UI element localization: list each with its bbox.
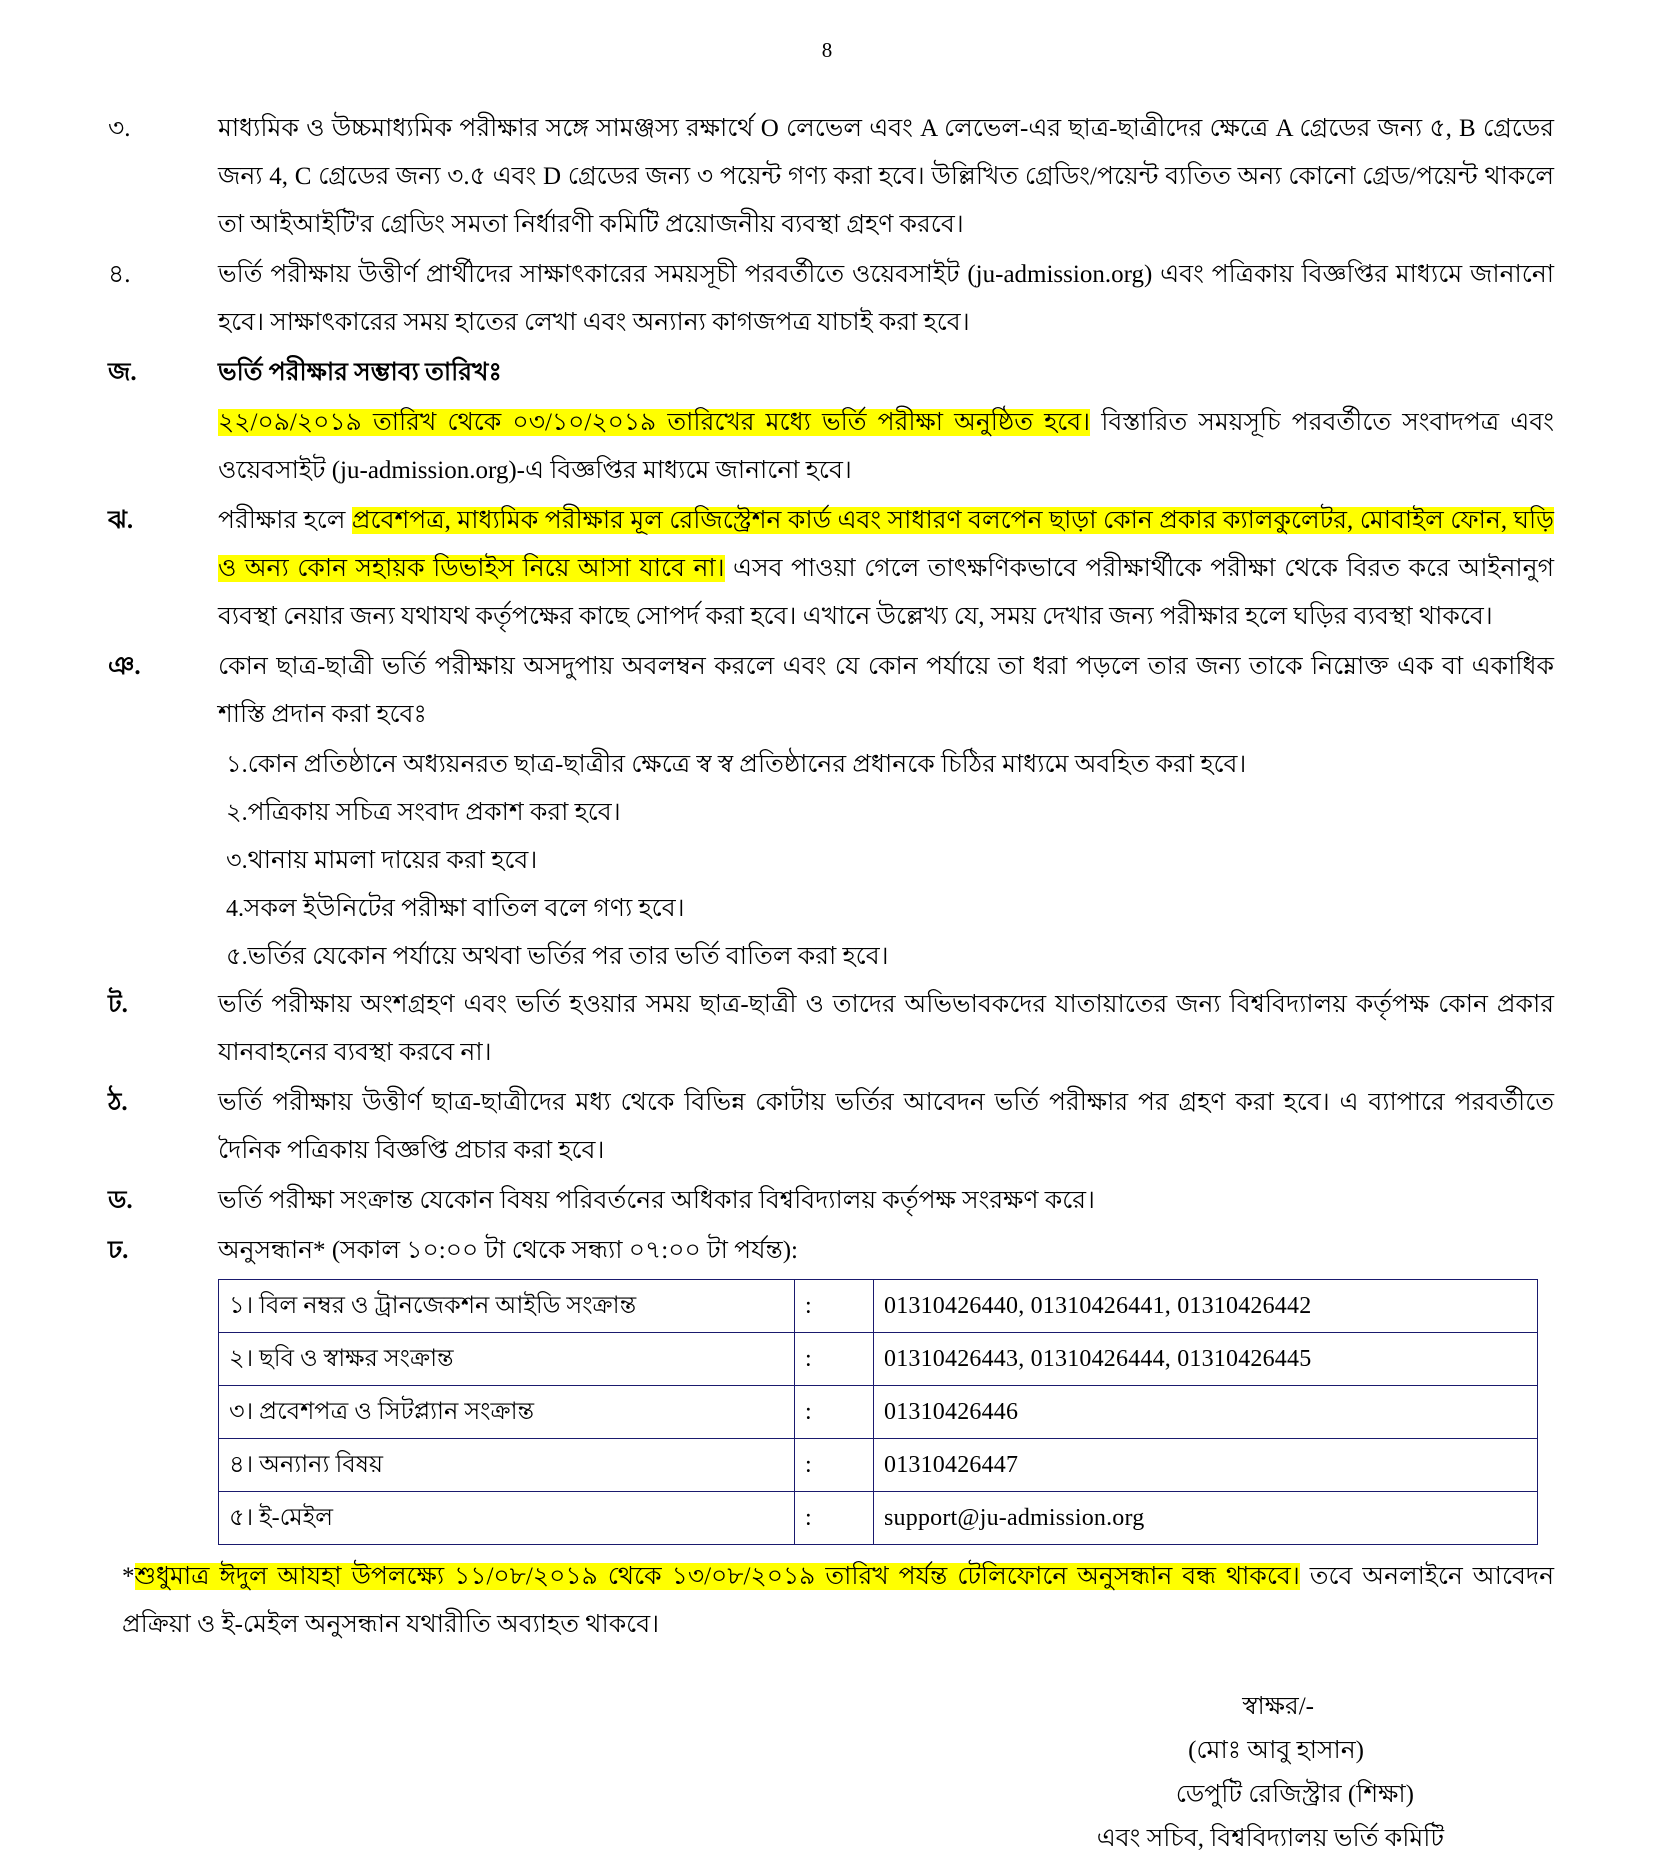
contact-table-wrapper [218,1279,1538,1545]
highlight-exam-hall-rules: প্রবেশপত্র, মাধ্যমিক পরীক্ষার মূল রেজিস্ট্রেশন কার্ড এবং সাধারণ বলপেন ছাড়া কোন প্রকার ক্যালকুলেটর, মোবাইল ফোন, ঘড়ি ও অন্য কোন সহায়ক ডিভাইস নিয়ে আসা যাবে না। [218,507,1554,582]
list-text: মাধ্যমিক ও উচ্চমাধ্যমিক পরীক্ষার সঙ্গে সামঞ্জস্য রক্ষার্থে O লেভেল এবং A লেভেল-এর ছাত্র-ছাত্রীদের ক্ষেত্রে A গ্রেডের জন্য ৫, B গ্রেডের জন্য 4, C গ্রেডের জন্য ৩.৫ এবং D গ্রেডের জন্য ৩ পয়েন্ট গণ্য করা হবে। উল্লিখিত গ্রেডিং/পয়েন্ট ব্যতিত অন্য কোনো গ্রেড/পয়েন্ট থাকলে তা আইআইটি'র গ্রেডিং সমতা নির্ধারণী কমিটি প্রয়োজনীয় ব্যবস্থা গ্রহণ করবে। [218,115,1554,238]
sublist-marker: ১. [226,752,248,778]
section-marker-nya: ঞ. [108,653,141,680]
section-jha [100,497,1554,641]
section-ja-rest: বিস্তারিত সময়সূচি পরবর্তীতে সংবাদপত্র এবং ওয়েবসাইট (ju-admission.org)-এ বিজ্ঞপ্তির মাধ্যমে জানানো হবে। [218,409,1554,484]
section-da-text: ভর্তি পরীক্ষা সংক্রান্ত যেকোন বিষয় পরিবর্তনের অধিকার বিশ্ববিদ্যালয় কর্তৃপক্ষ সংরক্ষণ করে। [218,1187,1095,1214]
sublist-text: সকল ইউনিটের পরীক্ষা বাতিল বলে গণ্য হবে। [244,895,685,922]
penalty-sublist [100,741,1554,981]
contact-value: 01310426443, 01310426444, 01310426445 [874,1333,1538,1386]
table-row [219,1386,1538,1439]
signature-line: স্বাক্ষর/- [1242,1693,1314,1720]
section-ja-heading [100,349,1554,397]
sublist-item [100,789,1554,837]
section-tha-text: ভর্তি পরীক্ষায় উত্তীর্ণ ছাত্র-ছাত্রীদের মধ্য থেকে বিভিন্ন কোটায় ভর্তির আবেদন ভর্তি পরীক্ষার পর গ্রহণ করা হবে। এ ব্যাপারে পরবর্তীতে দৈনিক পত্রিকায় বিজ্ঞপ্তি প্রচার করা হবে। [218,1089,1554,1164]
inquiry-hours: (সকাল ১০:০০ টা থেকে সন্ধ্যা ০৭:০০ টা পর্যন্ত): [325,1237,798,1264]
table-row [219,1439,1538,1492]
section-ta [100,981,1554,1077]
signatory-name: (মোঃ আবু হাসান) [1188,1737,1364,1764]
contact-table [218,1279,1538,1545]
sublist-item [100,741,1554,789]
contact-label: ৪। অন্যান্য বিষয় [219,1439,795,1492]
list-text: ভর্তি পরীক্ষায় উত্তীর্ণ প্রার্থীদের সাক্ষাৎকারের সময়সূচী পরবর্তীতে ওয়েবসাইট (ju-admission.org) এবং পত্রিকায় বিজ্ঞপ্তির মাধ্যমে জানানো হবে। সাক্ষাৎকারের সময় হাতের লেখা এবং অন্যান্য কাগজপত্র যাচাই করা হবে। [218,261,1554,336]
contact-label: ২। ছবি ও স্বাক্ষর সংক্রান্ত [219,1333,795,1386]
list-item-4 [100,251,1554,347]
signatory-role: এবং সচিব, বিশ্ববিদ্যালয় ভর্তি কমিটি [1096,1825,1444,1852]
section-jha-lead: পরীক্ষার হলে [218,507,352,534]
inquiry-label: অনুসন্ধান* [218,1237,326,1264]
footnote [100,1553,1554,1649]
colon-separator: : [795,1280,874,1333]
section-marker-dha: ঢ. [108,1237,129,1264]
highlight-exam-dates: ২২/০৯/২০১৯ তারিখ থেকে ০৩/১০/২০১৯ তারিখের মধ্যে ভর্তি পরীক্ষা অনুষ্ঠিত হবে। [218,409,1091,436]
section-nya-intro: কোন ছাত্র-ছাত্রী ভর্তি পরীক্ষায় অসদুপায় অবলম্বন করলে এবং যে কোন পর্যায়ে তা ধরা পড়লে তার জন্য তাকে নিম্নোক্ত এক বা একাধিক শাস্তি প্রদান করা হবেঃ [218,653,1554,728]
section-marker-ja: জ. [108,359,137,386]
section-da [100,1177,1554,1225]
colon-separator: : [795,1333,874,1386]
footnote-rest: তবে অনলাইনে আবেদন প্রক্রিয়া ও ই-মেইল অনুসন্ধান যথারীতি অব্যাহত থাকবে। [122,1563,1554,1638]
section-ja-text [218,399,1554,495]
highlight-eid-closure: শুধুমাত্র ঈদুল আযহা উপলক্ষ্যে ১১/০৮/২০১৯ থেকে ১৩/০৮/২০১৯ তারিখ পর্যন্ত টেলিফোনে অনুসন্ধান বন্ধ থাকবে। [134,1563,1300,1590]
sublist-text: পত্রিকায় সচিত্র সংবাদ প্রকাশ করা হবে। [247,799,621,826]
table-row [219,1280,1538,1333]
colon-separator: : [795,1439,874,1492]
contact-label: ১। বিল নম্বর ও ট্রানজেকশন আইডি সংক্রান্ত [219,1280,795,1333]
colon-separator: : [795,1386,874,1439]
list-marker: ৪. [108,261,131,288]
sublist-item [100,837,1554,885]
sublist-item [100,933,1554,981]
sublist-marker: ৩. [226,848,248,874]
sublist-text: কোন প্রতিষ্ঠানে অধ্যয়নরত ছাত্র-ছাত্রীর ক্ষেত্রে স্ব স্ব প্রতিষ্ঠানের প্রধানকে চিঠির মাধ্যমে অবহিত করা হবে। [247,751,1247,778]
table-row [219,1492,1538,1545]
section-dha-heading [218,1227,1554,1275]
contact-email: support@ju-admission.org [874,1492,1538,1545]
sublist-marker: ২. [226,800,248,826]
contact-label: ৩। প্রবেশপত্র ও সিটপ্ল্যান সংক্রান্ত [219,1386,795,1439]
sublist-text: ভর্তির যেকোন পর্যায়ে অথবা ভর্তির পর তার ভর্তি বাতিল করা হবে। [247,943,889,970]
section-marker-ta: ট. [108,991,128,1018]
section-tha [100,1079,1554,1175]
section-marker-jha: ঝ. [108,507,134,534]
footnote-star: * [122,1563,135,1590]
section-marker-da: ড. [108,1187,133,1214]
section-ja-body [100,399,1554,495]
signatory-title: ডেপুটি রেজিস্ট্রার (শিক্ষা) [1175,1781,1414,1808]
list-item-3 [100,105,1554,249]
section-jha-text [218,497,1554,641]
sublist-marker: ৫. [226,944,248,970]
section-nya [100,643,1554,739]
sublist-marker: 4. [226,896,244,922]
section-dha [100,1227,1554,1275]
colon-separator: : [795,1492,874,1545]
section-marker-tha: ঠ. [108,1089,128,1116]
list-marker: ৩. [108,115,131,142]
contact-label: ৫। ই-মেইল [219,1492,795,1545]
section-jha-rest: এসব পাওয়া গেলে তাৎক্ষণিকভাবে পরীক্ষার্থীকে পরীক্ষা থেকে বিরত করে আইনানুগ ব্যবস্থা নেয়ার জন্য যথাযথ কর্তৃপক্ষের কাছে সোপর্দ করা হবে। এখানে উল্লেখ্য যে, সময় দেখার জন্য পরীক্ষার হলে ঘড়ির ব্যবস্থা থাকবে। [218,555,1554,630]
contact-value: 01310426440, 01310426441, 01310426442 [874,1280,1538,1333]
contact-value: 01310426447 [874,1439,1538,1492]
page-number: 8 [821,38,833,62]
section-ta-text: ভর্তি পরীক্ষায় অংশগ্রহণ এবং ভর্তি হওয়ার সময় ছাত্র-ছাত্রী ও তাদের অভিভাবকদের যাতায়াতের জন্য বিশ্ববিদ্যালয় কর্তৃপক্ষ কোন প্রকার যানবাহনের ব্যবস্থা করবে না। [218,991,1554,1066]
signature-block [100,1685,1554,1852]
table-row [219,1333,1538,1386]
sublist-item [100,885,1554,933]
sublist-text: থানায় মামলা দায়ের করা হবে। [247,847,538,874]
contact-value: 01310426446 [874,1386,1538,1439]
section-ja-title: ভর্তি পরীক্ষার সম্ভাব্য তারিখঃ [218,359,502,386]
